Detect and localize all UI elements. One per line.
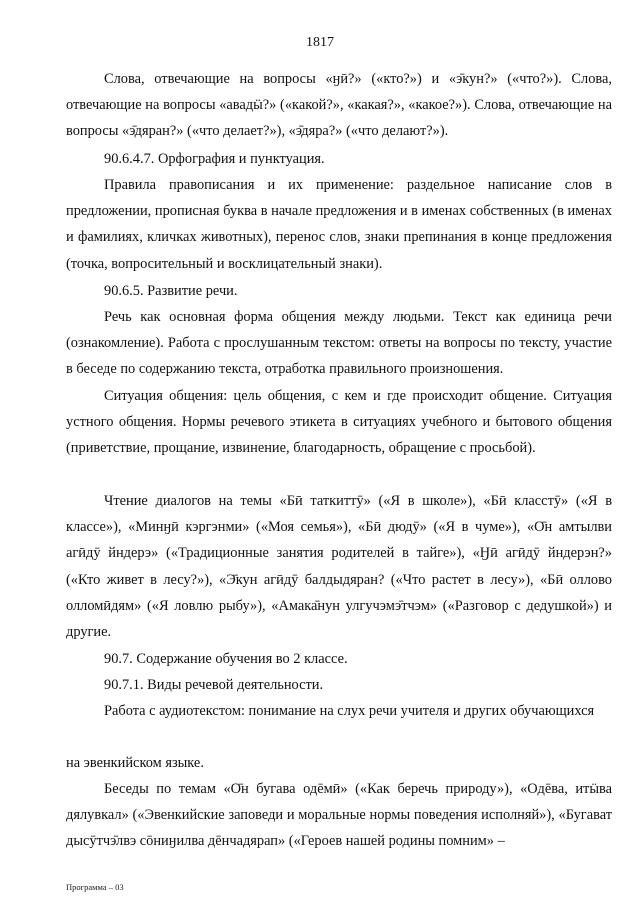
section-heading-grade2-content: 90.7. Содержание обучения во 2 классе. <box>104 651 348 667</box>
paragraph-audio-text-work: Работа с аудиотекстом: понимание на слух речи учителя и других обучающихся <box>104 703 595 719</box>
section-heading-orthography: 90.6.4.7. Орфография и пунктуация. <box>104 151 325 167</box>
paragraph-dialogue-reading: Чтение диалогов на темы «Бӣ таткиттӯ» («Я в школе»), «Бӣ класстӯ» («Я в классе»), «Минӈӣ кэргэнми» («Моя семья»), «Бӣ дюдӯ» («Я в чуме»), «О̄н амтылви агӣдӯ йндерэ» («Традиционные занятия родителей в тайге»), «Ӈӣ агӣдӯ йндерэн?» («Кто живет в лесу?»), «Э̄кун агӣдӯ балдыдяран? («Что растет в лесу»), «Бӣ оллово олломӣдям» («Я ловлю рыбу»), «Амака̄нун улгучэмэ̄тчэм» («Разговор с дедушкой») и другие. <box>66 493 612 641</box>
paragraph-spelling-rules: Правила правописания и их применение: раздельное написание слов в предложении, прописная буква в начале предложения и в именах собственных (в именах и фамилиях, кличках животных), перенос слов, знаки препинания в конце предложения (точка, вопросительный и восклицательный знаки). <box>66 177 612 272</box>
page-number: 1817 <box>306 35 334 50</box>
paragraph-speech-communication: Речь как основная форма общения между людьми. Текст как единица речи (ознакомление). Работа с прослушанным текстом: ответы на вопросы по тексту, участие в беседе по содержанию текста, отработка правильного произношения. <box>66 309 612 378</box>
paragraph-word-questions: Слова, отвечающие на вопросы «ӈӣ?» («кто?») и «э̄кун?» («что?»). Слова, отвечающие на вопросы «авадӹ?» («какой?», «какая?», «какое?»). Слова, отвечающие на вопросы «э̄дяран?» («что делает?»), «э̄дяра?» («что делают?»). <box>66 71 612 140</box>
section-heading-speech-development: 90.6.5. Развитие речи. <box>104 283 238 299</box>
paragraph-evenki-language-line: на эвенкийском языке. <box>66 755 204 771</box>
paragraph-conversation-topics: Беседы по темам «О̄н бугава одēмӣ» («Как беречь природу»), «Одēва, итӹва дялувкал» («Эвенкийские заповеди и моральные нормы поведения исполняй»), «Бугават дысӯтчэ̄лвэ сōниӈилва дēнчадярап» («Героев нашей родины помним» – <box>66 781 612 850</box>
section-heading-speech-activity-types: 90.7.1. Виды речевой деятельности. <box>104 677 324 693</box>
footer-program-label: Программа – 03 <box>66 882 124 892</box>
paragraph-communication-situation: Ситуация общения: цель общения, с кем и где происходит общение. Ситуация устного общения. Нормы речевого этикета в ситуациях учебного и бытового общения (приветствие, прощание, извинение, благодарность, обращение с просьбой). <box>66 388 612 457</box>
